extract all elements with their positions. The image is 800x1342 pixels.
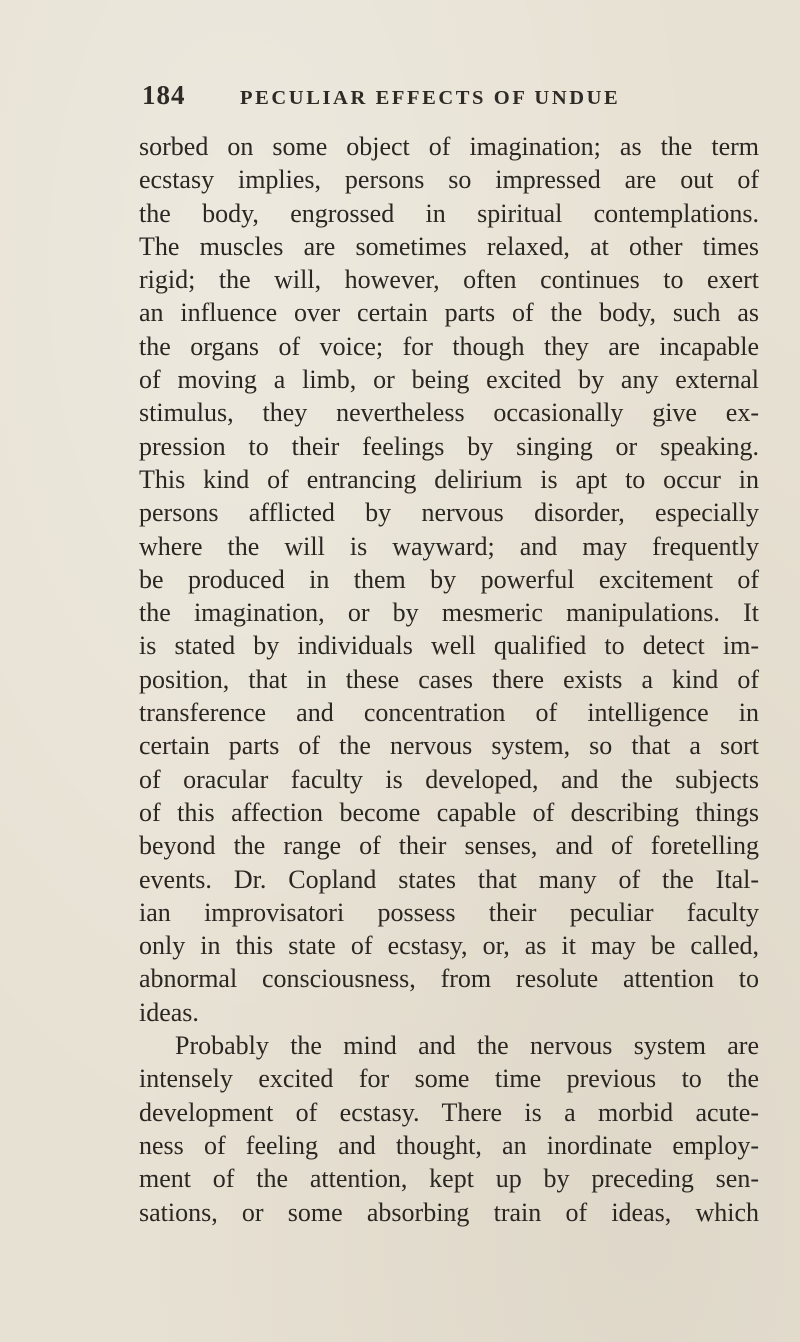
text-line: intensely excited for some time previous to the — [139, 1064, 759, 1094]
paragraph-2 — [139, 1029, 759, 1229]
text-line: transference and concentration of intelligence in — [139, 698, 759, 728]
text-line: pression to their feelings by singing or speaking. — [139, 431, 759, 461]
page-number: 184 — [142, 80, 186, 110]
text-line: is stated by individuals well qualified to detect im- — [139, 631, 759, 661]
body-text — [139, 130, 759, 1229]
text-line: ness of feeling and thought, an inordinate employ- — [139, 1130, 759, 1160]
text-line: ment of the attention, kept up by preceding sen- — [139, 1164, 759, 1194]
text-line: where the will is wayward; and may frequently — [139, 531, 759, 561]
text-line: of oracular faculty is developed, and the subjects — [139, 764, 759, 794]
text-line: Probably the mind and the nervous system are — [175, 1031, 759, 1061]
text-line: be produced in them by powerful excitement of — [139, 564, 759, 594]
text-line: development of ecstasy. There is a morbid acute- — [139, 1097, 759, 1127]
text-line: ecstasy implies, persons so impressed are out of — [139, 165, 759, 195]
text-line: an influence over certain parts of the body, such as — [139, 298, 759, 328]
text-line: beyond the range of their senses, and of foretelling — [139, 831, 759, 861]
text-line: sorbed on some object of imagination; as the term — [139, 132, 759, 161]
text-line: ideas. — [139, 997, 199, 1027]
text-line: only in this state of ecstasy, or, as it may be called, — [139, 931, 759, 961]
text-line: events. Dr. Copland states that many of the Ital- — [139, 864, 759, 894]
text-line: position, that in these cases there exists a kind of — [139, 664, 759, 694]
text-line: This kind of entrancing delirium is apt to occur in — [139, 464, 759, 494]
text-line: abnormal consciousness, from resolute attention to — [139, 964, 759, 994]
running-head — [142, 80, 762, 120]
text-line: of moving a limb, or being excited by any external — [139, 365, 759, 395]
text-line: The muscles are sometimes relaxed, at other times — [139, 231, 759, 261]
text-line: of this affection become capable of describing things — [139, 797, 759, 827]
text-line: sations, or some absorbing train of ideas, which — [139, 1197, 759, 1227]
text-line: persons afflicted by nervous disorder, especially — [139, 498, 759, 528]
text-line: the imagination, or by mesmeric manipulations. It — [139, 598, 759, 628]
text-line: rigid; the will, however, often continues to exert — [139, 265, 759, 295]
text-line: certain parts of the nervous system, so that a sort — [139, 731, 759, 761]
paragraph-1 — [139, 130, 759, 1029]
running-title: PECULIAR EFFECTS OF UNDUE — [240, 87, 621, 109]
text-line: the body, engrossed in spiritual contemplations. — [139, 198, 759, 228]
text-line: ian improvisatori possess their peculiar faculty — [139, 897, 759, 927]
text-line: the organs of voice; for though they are incapable — [139, 331, 759, 361]
text-line: stimulus, they nevertheless occasionally give ex- — [139, 398, 759, 428]
